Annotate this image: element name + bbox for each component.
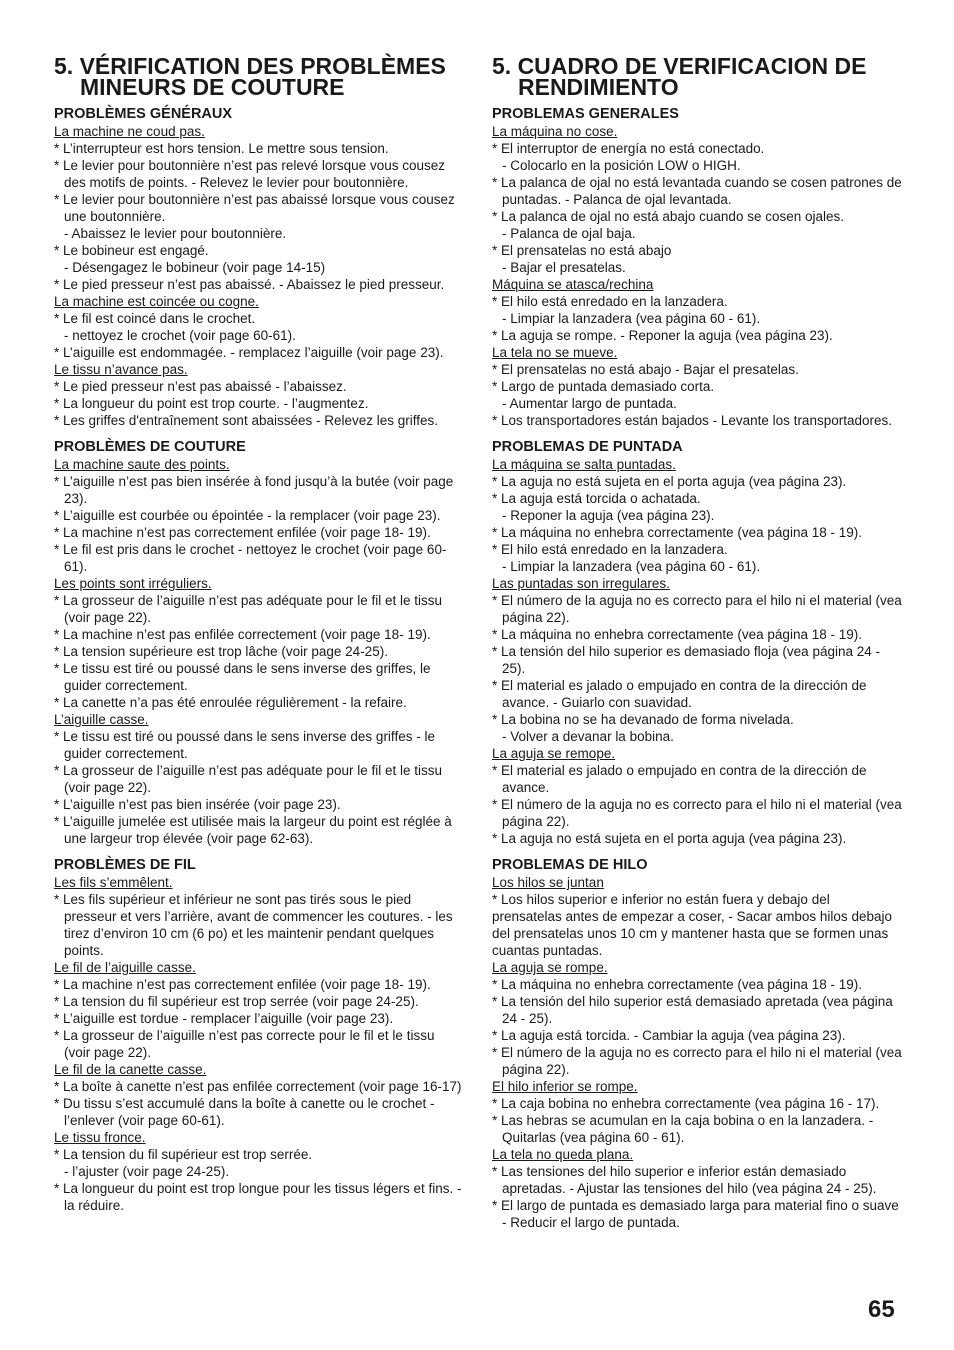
problem-item: - Abaissez le levier pour boutonnière. [64, 226, 287, 241]
problem-item: * La boîte à canette n’est pas enfilée correctement (voir page 16-17) [54, 1079, 462, 1094]
problem-item: * L’aiguille est tordue - remplacer l’aiguille (voir page 23). [54, 1011, 394, 1026]
problem-item: * La canette n’a pas été enroulée régulièrement - la refaire. [54, 695, 407, 710]
problem-item: * El prensatelas no está abajo - Bajar el presatelas. [492, 362, 799, 377]
problem-item: * La aguja no está sujeta en el porta aguja (vea página 23). [492, 474, 847, 489]
problem-item: * El largo de puntada es demasiado larga para material fino o suave - Reducir el largo de puntada. [492, 1198, 899, 1230]
problem-subheading: Las puntadas son irregulares. [492, 576, 670, 591]
problem-item: - Palanca de ojal baja. [502, 226, 636, 241]
section-sewing-problems-fr [54, 439, 464, 847]
problem-item: * Le levier pour boutonnière n’est pas relevé lorsque vous cousez des motifs de points. - Relevez le levier pour boutonnière. [54, 158, 445, 190]
problem-item: * La longueur du point est trop courte. - l’augmentez. [54, 396, 369, 411]
problem-item: * La palanca de ojal no está levantada cuando se cosen patrones de puntadas. - Palanca de ojal levantada. [492, 175, 902, 207]
problem-item: * El número de la aguja no es correcto para el hilo ni el material (vea página 22). [492, 797, 902, 829]
problem-item: * Le tissu est tiré ou poussé dans le sens inverse des griffes, le guider correctement. [54, 661, 431, 693]
problem-item: * La aguja se rompe. - Reponer la aguja (vea página 23). [492, 328, 833, 343]
problem-item: - Limpiar la lanzadera (vea página 60 - 61). [502, 311, 761, 326]
problem-subheading: Le tissu fronce. [54, 1130, 146, 1145]
problem-item: * La tensión del hilo superior es demasiado floja (vea página 24 - 25). [492, 644, 880, 676]
problem-item: * La tensión del hilo superior está demasiado apretada (vea página 24 - 25). [492, 994, 893, 1026]
problem-item: * La aguja está torcida o achatada. [492, 491, 701, 506]
problem-item: * El número de la aguja no es correcto para el hilo ni el material (vea página 22). [492, 593, 902, 625]
problem-item: - Désengagez le bobineur (voir page 14-15) [64, 260, 326, 275]
problem-item: - Limpiar la lanzadera (vea página 60 - 61). [502, 559, 761, 574]
problem-item: * El interruptor de energía no está conectado. [492, 141, 765, 156]
problem-item: * El hilo está enredado en la lanzadera. [492, 294, 728, 309]
problem-item: * Le pied presseur n’est pas abaissé - l’abaissez. [54, 379, 347, 394]
problem-subheading: Los hilos se juntan [492, 875, 604, 890]
problem-item: * Le fil est coincé dans le crochet. [54, 311, 256, 326]
problem-item: * La machine n’est pas correctement enfilée (voir page 18- 19). [54, 525, 431, 540]
problem-item: * La tension du fil supérieur est trop serrée. [54, 1147, 313, 1162]
problem-item: - Volver a devanar la bobina. [502, 729, 674, 744]
section-heading: PROBLEMAS DE HILO [492, 857, 648, 873]
problem-item: * La machine n’est pas enfilée correctement (voir page 18- 19). [54, 627, 431, 642]
problem-item: * Los hilos superior e inferior no están fuera y debajo del prensatelas antes de empezar a coser, - Sacar ambos hilos debajo del prensatelas unos 10 cm y mantener hasta que se formen unas cuantas puntadas. [492, 892, 892, 958]
problem-subheading: Le fil de l’aiguille casse. [54, 960, 196, 975]
problem-item: * Le pied presseur n’est pas abaissé. - Abaissez le pied presseur. [54, 277, 445, 292]
problem-item: * Le tissu est tiré ou poussé dans le sens inverse des griffes - le guider correctement. [54, 729, 435, 761]
problem-item: * La grosseur de l’aiguille n’est pas adéquate pour le fil et le tissu (voir page 22). [54, 763, 442, 795]
problem-item: * La máquina no enhebra correctamente (vea página 18 - 19). [492, 525, 862, 540]
problem-subheading: Le tissu n’avance pas. [54, 362, 188, 377]
problem-subheading: La máquina no cose. [492, 124, 618, 139]
problem-item: * Los transportadores están bajados - Levante los transportadores. [492, 413, 892, 428]
problem-subheading: Les fils s’emmêlent. [54, 875, 173, 890]
section-general-problems-es [492, 106, 902, 429]
problem-item: * La machine n’est pas correctement enfilée (voir page 18- 19). [54, 977, 431, 992]
problem-subheading: Máquina se atasca/rechina [492, 277, 654, 292]
problem-subheading: Le fil de la canette casse. [54, 1062, 207, 1077]
section-thread-problems-es [492, 857, 902, 1231]
problem-item: - Bajar el presatelas. [502, 260, 626, 275]
right-column-spanish [492, 53, 902, 1241]
problem-item: * El hilo está enredado en la lanzadera. [492, 542, 728, 557]
problem-item: * La grosseur de l’aiguille n’est pas correcte pour le fil et le tissu (voir page 22). [54, 1028, 435, 1060]
problem-subheading: L’aiguille casse. [54, 712, 149, 727]
problem-item: * La aguja no está sujeta en el porta aguja (vea página 23). [492, 831, 847, 846]
problem-item: * El número de la aguja no es correcto para el hilo ni el material (vea página 22). [492, 1045, 902, 1077]
problem-item: * Le levier pour boutonnière n’est pas abaissé lorsque vous cousez une boutonnière. [54, 192, 455, 224]
problem-item: * Du tissu s’est accumulé dans la boîte à canette ou le crochet - l’enlever (voir page 60-61). [54, 1096, 435, 1128]
problem-item: * Las tensiones del hilo superior e inferior están demasiado apretadas. - Ajustar las tensiones del hilo (vea página 24 - 25). [492, 1164, 877, 1196]
problem-item: * El prensatelas no está abajo [492, 243, 672, 258]
page-title-spanish: 5. CUADRO DE VERIFICACION DE RENDIMIENTO [492, 53, 867, 100]
page-title-french: 5. VÉRIFICATION DES PROBLÈMES MINEURS DE COUTURE [54, 53, 446, 100]
problem-item: * El material es jalado o empujado en contra de la dirección de avance. [492, 763, 867, 795]
problem-item: * La bobina no se ha devanado de forma nivelada. [492, 712, 794, 727]
problem-item: * La palanca de ojal no está abajo cuando se cosen ojales. [492, 209, 845, 224]
problem-subheading: La tela no queda plana. [492, 1147, 634, 1162]
problem-subheading: La aguja se rompe. [492, 960, 608, 975]
section-heading: PROBLEMAS GENERALES [492, 106, 679, 122]
problem-item: * L’aiguille n’est pas bien insérée à fond jusqu’à la butée (voir page 23). [54, 474, 454, 506]
problem-subheading: La aguja se remope. [492, 746, 616, 761]
problem-subheading: La machine est coincée ou cogne. [54, 294, 259, 309]
problem-item: * La tension du fil supérieur est trop serrée (voir page 24-25). [54, 994, 419, 1009]
problem-item: * L’aiguille est courbée ou épointée - la remplacer (voir page 23). [54, 508, 441, 523]
left-column-french [54, 53, 464, 1224]
problem-item: * L’aiguille jumelée est utilisée mais la largeur du point est réglée à une largeur trop élevée (voir page 62-63). [54, 814, 452, 846]
problem-item: - Reponer la aguja (vea página 23). [502, 508, 715, 523]
section-heading: PROBLEMAS DE PUNTADA [492, 439, 683, 455]
problem-item: * Les fils supérieur et inférieur ne sont pas tirés sous le pied presseur et vers l’arrière, avant de commencer les coutures. - les tirez d’environ 10 cm (6 po) et les maintenir pendant quelques points. [54, 892, 453, 958]
problem-item: * La aguja está torcida. - Cambiar la aguja (vea página 23). [492, 1028, 846, 1043]
problem-item: * Les griffes d'entraînement sont abaissées - Relevez les griffes. [54, 413, 439, 428]
problem-item: * Le fil est pris dans le crochet - nettoyez le crochet (voir page 60-61). [54, 542, 447, 574]
section-stitch-problems-es [492, 439, 902, 847]
problem-item: - Colocarlo en la posición LOW o HIGH. [502, 158, 741, 173]
problem-item: * La máquina no enhebra correctamente (vea página 18 - 19). [492, 627, 862, 642]
problem-item: * El material es jalado o empujado en contra de la dirección de avance. - Guiarlo con suavidad. [492, 678, 867, 710]
problem-item: * Le bobineur est engagé. [54, 243, 209, 258]
problem-subheading: El hilo inferior se rompe. [492, 1079, 638, 1094]
problem-item: - nettoyez le crochet (voir page 60-61). [64, 328, 296, 343]
problem-item: * La grosseur de l’aiguille n’est pas adéquate pour le fil et le tissu (voir page 22). [54, 593, 442, 625]
problem-subheading: La máquina se salta puntadas. [492, 457, 676, 472]
problem-subheading: La machine ne coud pas. [54, 124, 205, 139]
problem-item: * L’aiguille est endommagée. - remplacez l’aiguille (voir page 23). [54, 345, 444, 360]
problem-item: * La caja bobina no enhebra correctamente (vea página 16 - 17). [492, 1096, 880, 1111]
page-number: 65 [868, 1296, 895, 1323]
problem-subheading: La machine saute des points. [54, 457, 230, 472]
problem-item: * La máquina no enhebra correctamente (vea página 18 - 19). [492, 977, 862, 992]
problem-item: * L’interrupteur est hors tension. Le mettre sous tension. [54, 141, 389, 156]
section-thread-problems-fr [54, 857, 464, 1214]
problem-item: * L’aiguille n’est pas bien insérée (voir page 23). [54, 797, 341, 812]
problem-item: * La longueur du point est trop longue pour les tissus légers et fins. - la réduire. [54, 1181, 462, 1213]
problem-subheading: Les points sont irréguliers. [54, 576, 212, 591]
section-heading: PROBLÈMES DE FIL [54, 857, 196, 873]
section-general-problems-fr [54, 106, 464, 429]
problem-item: - Aumentar largo de puntada. [502, 396, 677, 411]
section-heading: PROBLÈMES DE COUTURE [54, 439, 246, 455]
section-heading: PROBLÈMES GÉNÉRAUX [54, 106, 233, 122]
problem-subheading: La tela no se mueve. [492, 345, 618, 360]
problem-item: * Largo de puntada demasiado corta. [492, 379, 715, 394]
problem-item: * Las hebras se acumulan en la caja bobina o en la lanzadera. - Quitarlas (vea página 60 - 61). [492, 1113, 874, 1145]
problem-item: * La tension supérieure est trop lâche (voir page 24-25). [54, 644, 388, 659]
problem-item: - l’ajuster (voir page 24-25). [64, 1164, 230, 1179]
